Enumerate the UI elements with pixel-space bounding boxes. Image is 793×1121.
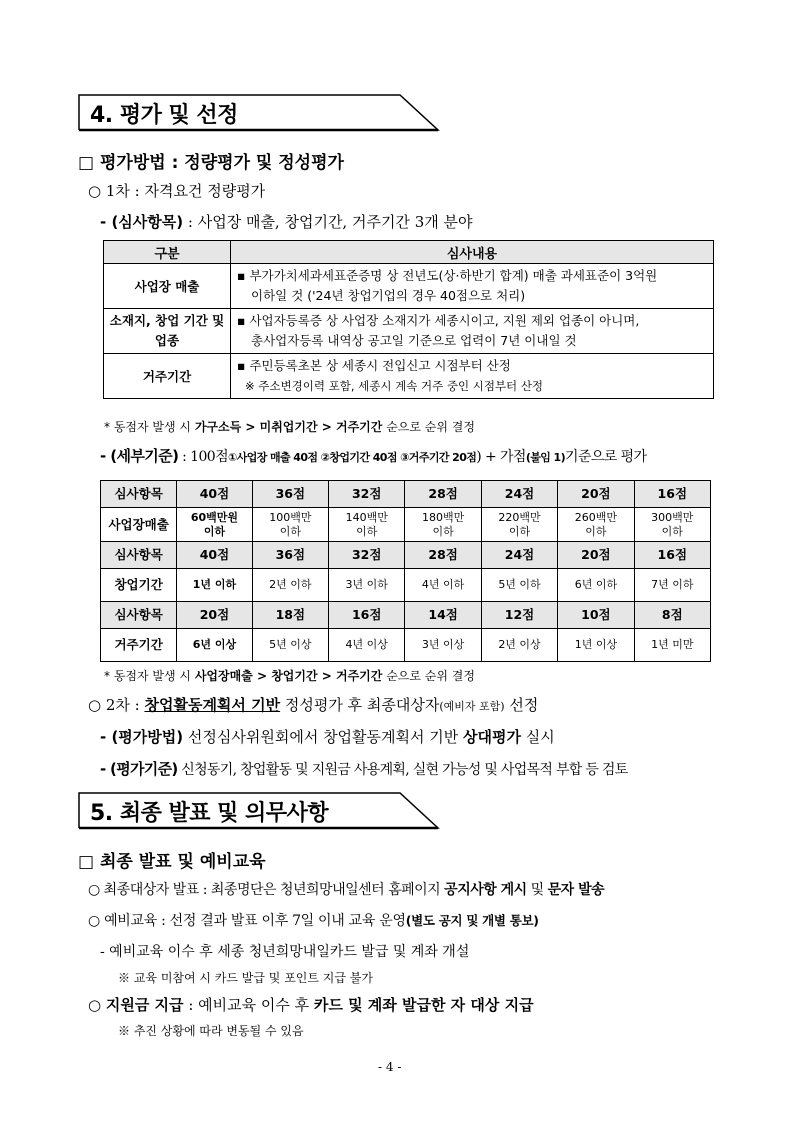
score-cell: 1년 이상 bbox=[558, 629, 634, 662]
final-line-6: ※ 추진 상황에 따라 변동될 수 있음 bbox=[118, 1024, 304, 1038]
final-line-2: ○ 예비교육 : 선정 결과 발표 이후 7일 이내 교육 운영(별도 공지 및 개별 통보) bbox=[88, 913, 539, 929]
score-value-row bbox=[101, 508, 711, 542]
score-head-points: 20점 bbox=[558, 481, 634, 508]
score-value-row bbox=[101, 629, 711, 662]
score-head-points: 14점 bbox=[405, 602, 481, 629]
score-cell: 4년 이상 bbox=[329, 629, 405, 662]
score-cell: 260백만 이하 bbox=[558, 508, 634, 542]
score-head-row bbox=[101, 602, 711, 629]
score-head-label: 심사항목 bbox=[101, 542, 177, 569]
score-row-label: 창업기간 bbox=[101, 569, 177, 602]
score-head-points: 28점 bbox=[405, 481, 481, 508]
items-text: : 사업장 매출, 창업기간, 거주기간 3개 분야 bbox=[183, 213, 473, 231]
score-cell: 1년 이하 bbox=[177, 569, 252, 602]
section-5-title: 5. 최종 발표 및 의무사항 bbox=[90, 801, 329, 826]
score-head-points: 16점 bbox=[329, 602, 405, 629]
score-cell: 220백만 이하 bbox=[481, 508, 557, 542]
score-row-label: 사업장매출 bbox=[101, 508, 177, 542]
score-cell: 3년 이상 bbox=[405, 629, 481, 662]
criteria-row-label: 소재지, 창업 기간 및 업종 bbox=[104, 309, 231, 354]
page-number: - 4 - bbox=[378, 1060, 402, 1074]
score-head-points: 32점 bbox=[329, 481, 405, 508]
score-cell: 6년 이상 bbox=[177, 629, 252, 662]
score-head-label: 심사항목 bbox=[101, 602, 177, 629]
score-cell: 2년 이하 bbox=[252, 569, 328, 602]
score-head-points: 18점 bbox=[252, 602, 328, 629]
score-head-points: 24점 bbox=[481, 481, 557, 508]
score-cell: 6년 이하 bbox=[558, 569, 634, 602]
score-cell: 60백만원 이하 bbox=[177, 508, 252, 542]
tie-rule-2: * 동점자 발생 시 사업장매출 > 창업기간 > 거주기간 순으로 순위 결정 bbox=[104, 669, 475, 683]
round1-items bbox=[100, 211, 472, 232]
criteria-row-content bbox=[231, 309, 714, 354]
score-table bbox=[100, 480, 711, 662]
section-4-title-box bbox=[78, 94, 440, 130]
items-prefix: - (심사항목) bbox=[100, 213, 184, 231]
tie-rule-1: * 동점자 발생 시 가구소득 > 미취업기간 > 거주기간 순으로 순위 결정 bbox=[104, 420, 475, 434]
criteria-line: ▪ 주민등록초본 상 세종시 전입신고 시점부터 산정 bbox=[237, 358, 511, 373]
final-line-1: ○ 최종대상자 발표 : 최종명단은 청년희망내일센터 홈페이지 공지사항 게시 및 문자 발송 bbox=[88, 882, 605, 898]
round2-line: ○ 2차 : 창업활동계획서 기반 정성평가 후 최종대상자(예비자 포함) 선정 bbox=[88, 696, 539, 714]
final-heading: □ 최종 발표 및 예비교육 bbox=[78, 852, 266, 872]
detail-criteria: - (세부기준) : 100점①사업장 매출 40점 ②창업기간 40점 ③거주기간 20점) + 가점(불임 1)기준으로 평가 bbox=[100, 447, 647, 465]
score-head-points: 16점 bbox=[634, 542, 710, 569]
score-cell: 2년 이상 bbox=[481, 629, 557, 662]
section-5-title-box bbox=[78, 792, 440, 828]
score-head-row bbox=[101, 481, 711, 508]
score-head-points: 36점 bbox=[252, 542, 328, 569]
criteria-head-category: 구분 bbox=[104, 241, 231, 264]
criteria-line: ※ 주소변경이력 포함, 세종시 계속 거주 중인 시점부터 산정 bbox=[245, 379, 544, 393]
final-line-5: ○ 지원금 지급 : 예비교육 이수 후 카드 및 계좌 발급한 자 대상 지급 bbox=[88, 996, 534, 1014]
score-cell: 180백만 이하 bbox=[405, 508, 481, 542]
criteria-table bbox=[103, 240, 714, 399]
score-head-points: 8점 bbox=[634, 602, 710, 629]
score-head-row bbox=[101, 542, 711, 569]
score-cell: 4년 이하 bbox=[405, 569, 481, 602]
score-head-points: 36점 bbox=[252, 481, 328, 508]
score-cell: 5년 이하 bbox=[481, 569, 557, 602]
final-line-3: - 예비교육 이수 후 세종 청년희망내일카드 발급 및 계좌 개설 bbox=[100, 944, 470, 960]
score-head-points: 40점 bbox=[177, 481, 252, 508]
section-4-title: 4. 평가 및 선정 bbox=[90, 103, 238, 128]
criteria-row-content bbox=[231, 264, 714, 309]
criteria-line: 총사업자등록 내역상 공고일 기준으로 업력이 7년 이내일 것 bbox=[251, 333, 577, 348]
round2-method: - (평가방법) 선정심사위원회에서 창업활동계획서 기반 상대평가 실시 bbox=[100, 728, 555, 746]
score-cell: 1년 미만 bbox=[634, 629, 710, 662]
score-cell: 100백만 이하 bbox=[252, 508, 328, 542]
score-head-points: 24점 bbox=[481, 542, 557, 569]
criteria-row-content bbox=[231, 354, 714, 399]
eval-method-heading: □ 평가방법 : 정량평가 및 정성평가 bbox=[78, 153, 344, 173]
score-head-points: 10점 bbox=[558, 602, 634, 629]
score-cell: 140백만 이하 bbox=[329, 508, 405, 542]
score-row-label: 거주기간 bbox=[101, 629, 177, 662]
score-head-points: 16점 bbox=[634, 481, 710, 508]
score-head-points: 28점 bbox=[405, 542, 481, 569]
score-cell: 5년 이상 bbox=[252, 629, 328, 662]
score-cell: 7년 이하 bbox=[634, 569, 710, 602]
final-line-4: ※ 교육 미참여 시 카드 발급 및 포인트 지급 불가 bbox=[118, 971, 373, 985]
score-head-points: 40점 bbox=[177, 542, 252, 569]
criteria-line: ▪ 사업자등록증 상 사업장 소재지가 세종시이고, 지원 제외 업종이 아니며, bbox=[237, 313, 640, 328]
round1-line: ○ 1차 : 자격요건 정량평가 bbox=[88, 182, 266, 200]
score-head-points: 20점 bbox=[558, 542, 634, 569]
criteria-line: 이하일 것 ('24년 창업기업의 경우 40점으로 처리) bbox=[251, 288, 526, 303]
criteria-head-content: 심사내용 bbox=[231, 241, 714, 264]
score-head-points: 32점 bbox=[329, 542, 405, 569]
criteria-row-label: 거주기간 bbox=[104, 354, 231, 399]
score-cell: 300백만 이하 bbox=[634, 508, 710, 542]
score-cell: 3년 이하 bbox=[329, 569, 405, 602]
score-value-row bbox=[101, 569, 711, 602]
score-head-label: 심사항목 bbox=[101, 481, 177, 508]
score-head-points: 20점 bbox=[177, 602, 252, 629]
score-head-points: 12점 bbox=[481, 602, 557, 629]
criteria-line: ▪ 부가가치세과세표준증명 상 전년도(상·하반기 합계) 매출 과세표준이 3억원 bbox=[237, 268, 658, 283]
round2-criteria: - (평가기준) 신청동기, 창업활동 및 지원금 사용계획, 실현 가능성 및 사업목적 부합 등 검토 bbox=[100, 760, 628, 778]
criteria-row-label: 사업장 매출 bbox=[104, 264, 231, 309]
